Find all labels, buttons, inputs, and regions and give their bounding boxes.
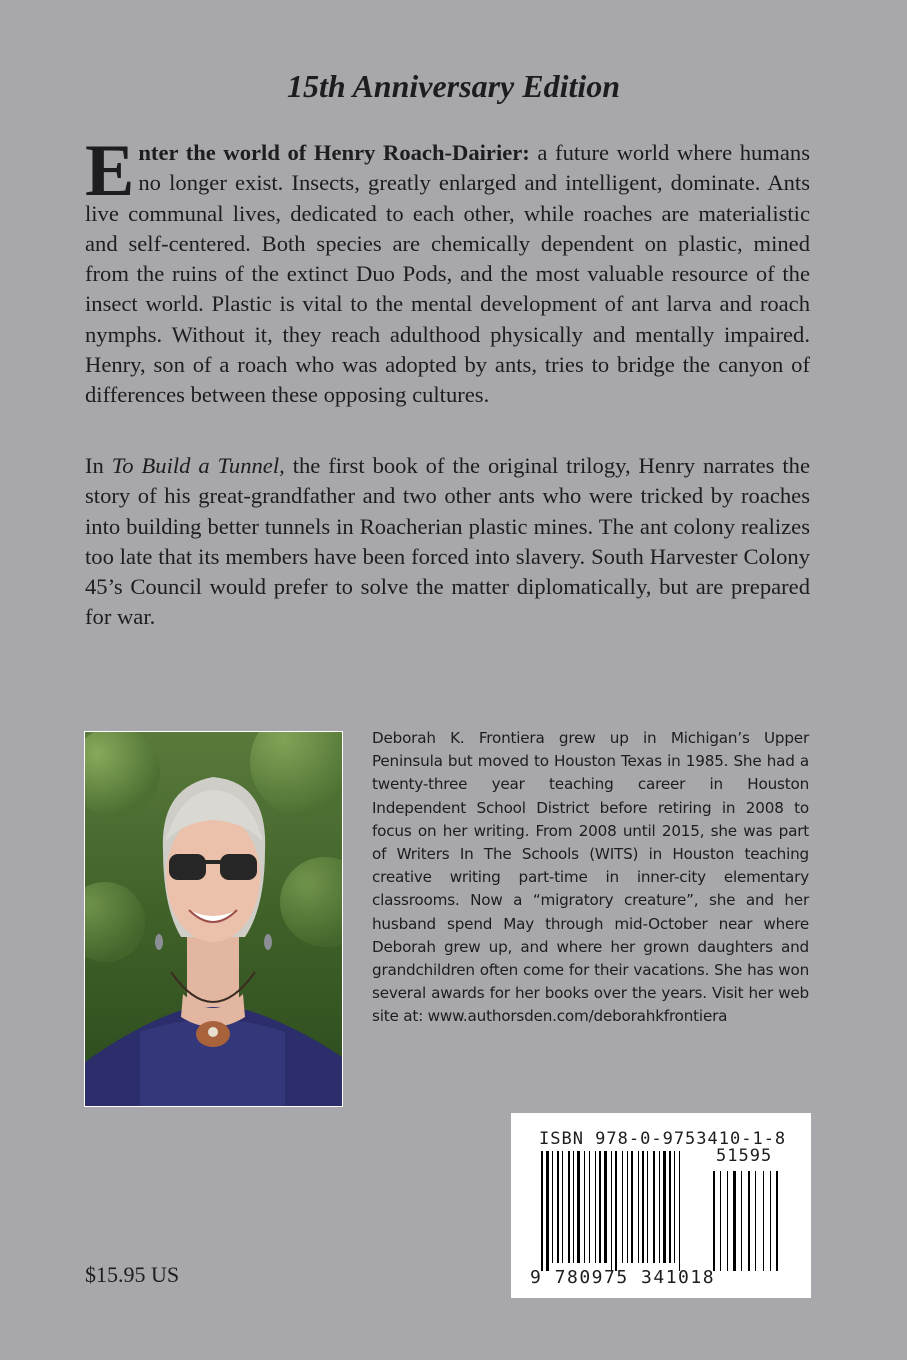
isbn-barcode — [511, 1113, 811, 1298]
drop-cap: E — [85, 130, 135, 212]
price-label: $15.95 US — [85, 1262, 180, 1287]
blurb-paragraph-1 — [85, 130, 810, 411]
blurb-paragraph-2 — [85, 451, 810, 633]
author-photo — [84, 731, 343, 1107]
blurb-p2-start: In — [85, 453, 112, 478]
blurb-lead: nter the world of Henry Roach-Dairier: — [138, 140, 530, 165]
ean-number: 9 780975 341018 — [530, 1267, 716, 1288]
blurb-p2-text: the first book of the original trilogy, Henry narrates the story of his great-grandfather and two other ants who were tricked by roaches into building better tunnels in Roacherian plastic mines. The ant colony realizes too late that its members have been forced into slavery. South Harvester Colony 45’s Council would prefer to solve the matter diplomatically, but are prepared for war. — [85, 453, 810, 630]
isbn-number: ISBN 978-0-9753410-1-8 — [539, 1129, 787, 1149]
edition-heading: 15th Anniversary Edition — [286, 68, 621, 104]
blurb-text: a future world where humans no longer exist. Insects, greatly enlarged and intelligent, dominate. Ants live communal lives, dedicated to each other, while roaches are materialistic and self-centered. Both species are chemically dependent on plastic, mined from the ruins of the extinct Duo Pods, and the most valuable resource of the insect world. Plastic is vital to the mental development of ant larva and roach nymphs. Without it, they reach adulthood physically and mentally impaired. Henry, son of a roach who was adopted by ants, tries to bridge the canyon of differences between these opposing cultures. — [85, 140, 810, 408]
book-title: To Build a Tunnel, — [111, 453, 285, 478]
price-code: 51595 — [716, 1146, 773, 1166]
author-bio: Deborah K. Frontiera grew up in Michigan’s Upper Peninsula but moved to Houston Texas in 1985. She had a twenty-three year teaching career in Houston Independent School District before retiring in 2008 to focus on her writing. From 2008 until 2015, she was part of Writers In The Schools (WITS) in Houston teaching creative writing part-time in inner-city elementary classrooms. Now a “migratory creature”, she and her husband spend May through mid-October near where Deborah grew up, and where her grown daughters and grandchildren often come for their vacations. She has won several awards for her books over the years. Visit her web site at: www.authorsden.com/deborahkfrontiera — [372, 729, 809, 1026]
